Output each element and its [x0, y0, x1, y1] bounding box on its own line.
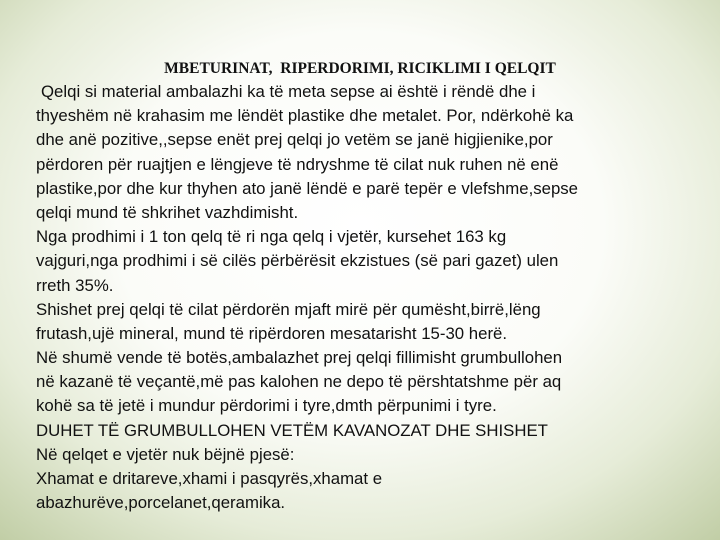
- body-line: vajguri,nga prodhimi i së cilës përbërësit ekzistues (së pari gazet) ulen: [36, 251, 559, 271]
- body-line: thyeshëm në krahasim me lëndët plastike dhe metalet. Por, ndërkohë ka: [36, 106, 574, 126]
- body-line: Xhamat e dritareve,xhami i pasqyrës,xhamat e: [36, 469, 383, 488]
- body-line: në kazanë të veçantë,më pas kalohen ne depo të përshtatshme për aq: [36, 372, 562, 392]
- body-line: Në shumë vende të botës,ambalazhet prej qelqi fillimisht grumbullohen: [36, 348, 563, 368]
- body-line: frutash,ujë mineral, mund të ripërdoren mesatarisht 15-30 herë.: [36, 323, 508, 343]
- slide-body-text: [36, 80, 716, 515]
- body-line: DUHET TË GRUMBULLOHEN VETËM KAVANOZAT DHE SHISHET: [36, 420, 548, 440]
- body-line: plastike,por dhe kur thyhen ato janë lëndë e parë tepër e vlefshme,sepse: [36, 178, 579, 198]
- body-line: Në qelqet e vjetër nuk bëjnë pjesë:: [36, 444, 295, 464]
- body-line: kohë sa të jetë i mundur përdorimi i tyre,dmth përpunimi i tyre.: [36, 396, 497, 416]
- body-line: dhe anë pozitive,,sepse enët prej qelqi jo vetëm se janë higjienike,por: [36, 130, 553, 150]
- body-line: qelqi mund të shkrihet vazhdimisht.: [36, 202, 299, 222]
- body-line: Qelqi si material ambalazhi ka të meta sepse ai është i rëndë dhe i: [41, 82, 536, 101]
- body-line: abazhurëve,porcelanet,qeramika.: [36, 493, 286, 513]
- body-line: Shishet prej qelqi të cilat përdorën mjaft mirë për qumësht,birrë,lëng: [36, 299, 541, 319]
- body-line: rreth 35%.: [36, 275, 114, 295]
- body-line: Nga prodhimi i 1 ton qelq të ri nga qelq i vjetër, kursehet 163 kg: [36, 227, 507, 247]
- body-line: përdoren për ruajtjen e lëngjeve të ndryshme të cilat nuk ruhen në enë: [36, 154, 559, 174]
- slide-title: MBETURINAT, RIPERDORIMI, RICIKLIMI I QELQIT: [164, 60, 556, 77]
